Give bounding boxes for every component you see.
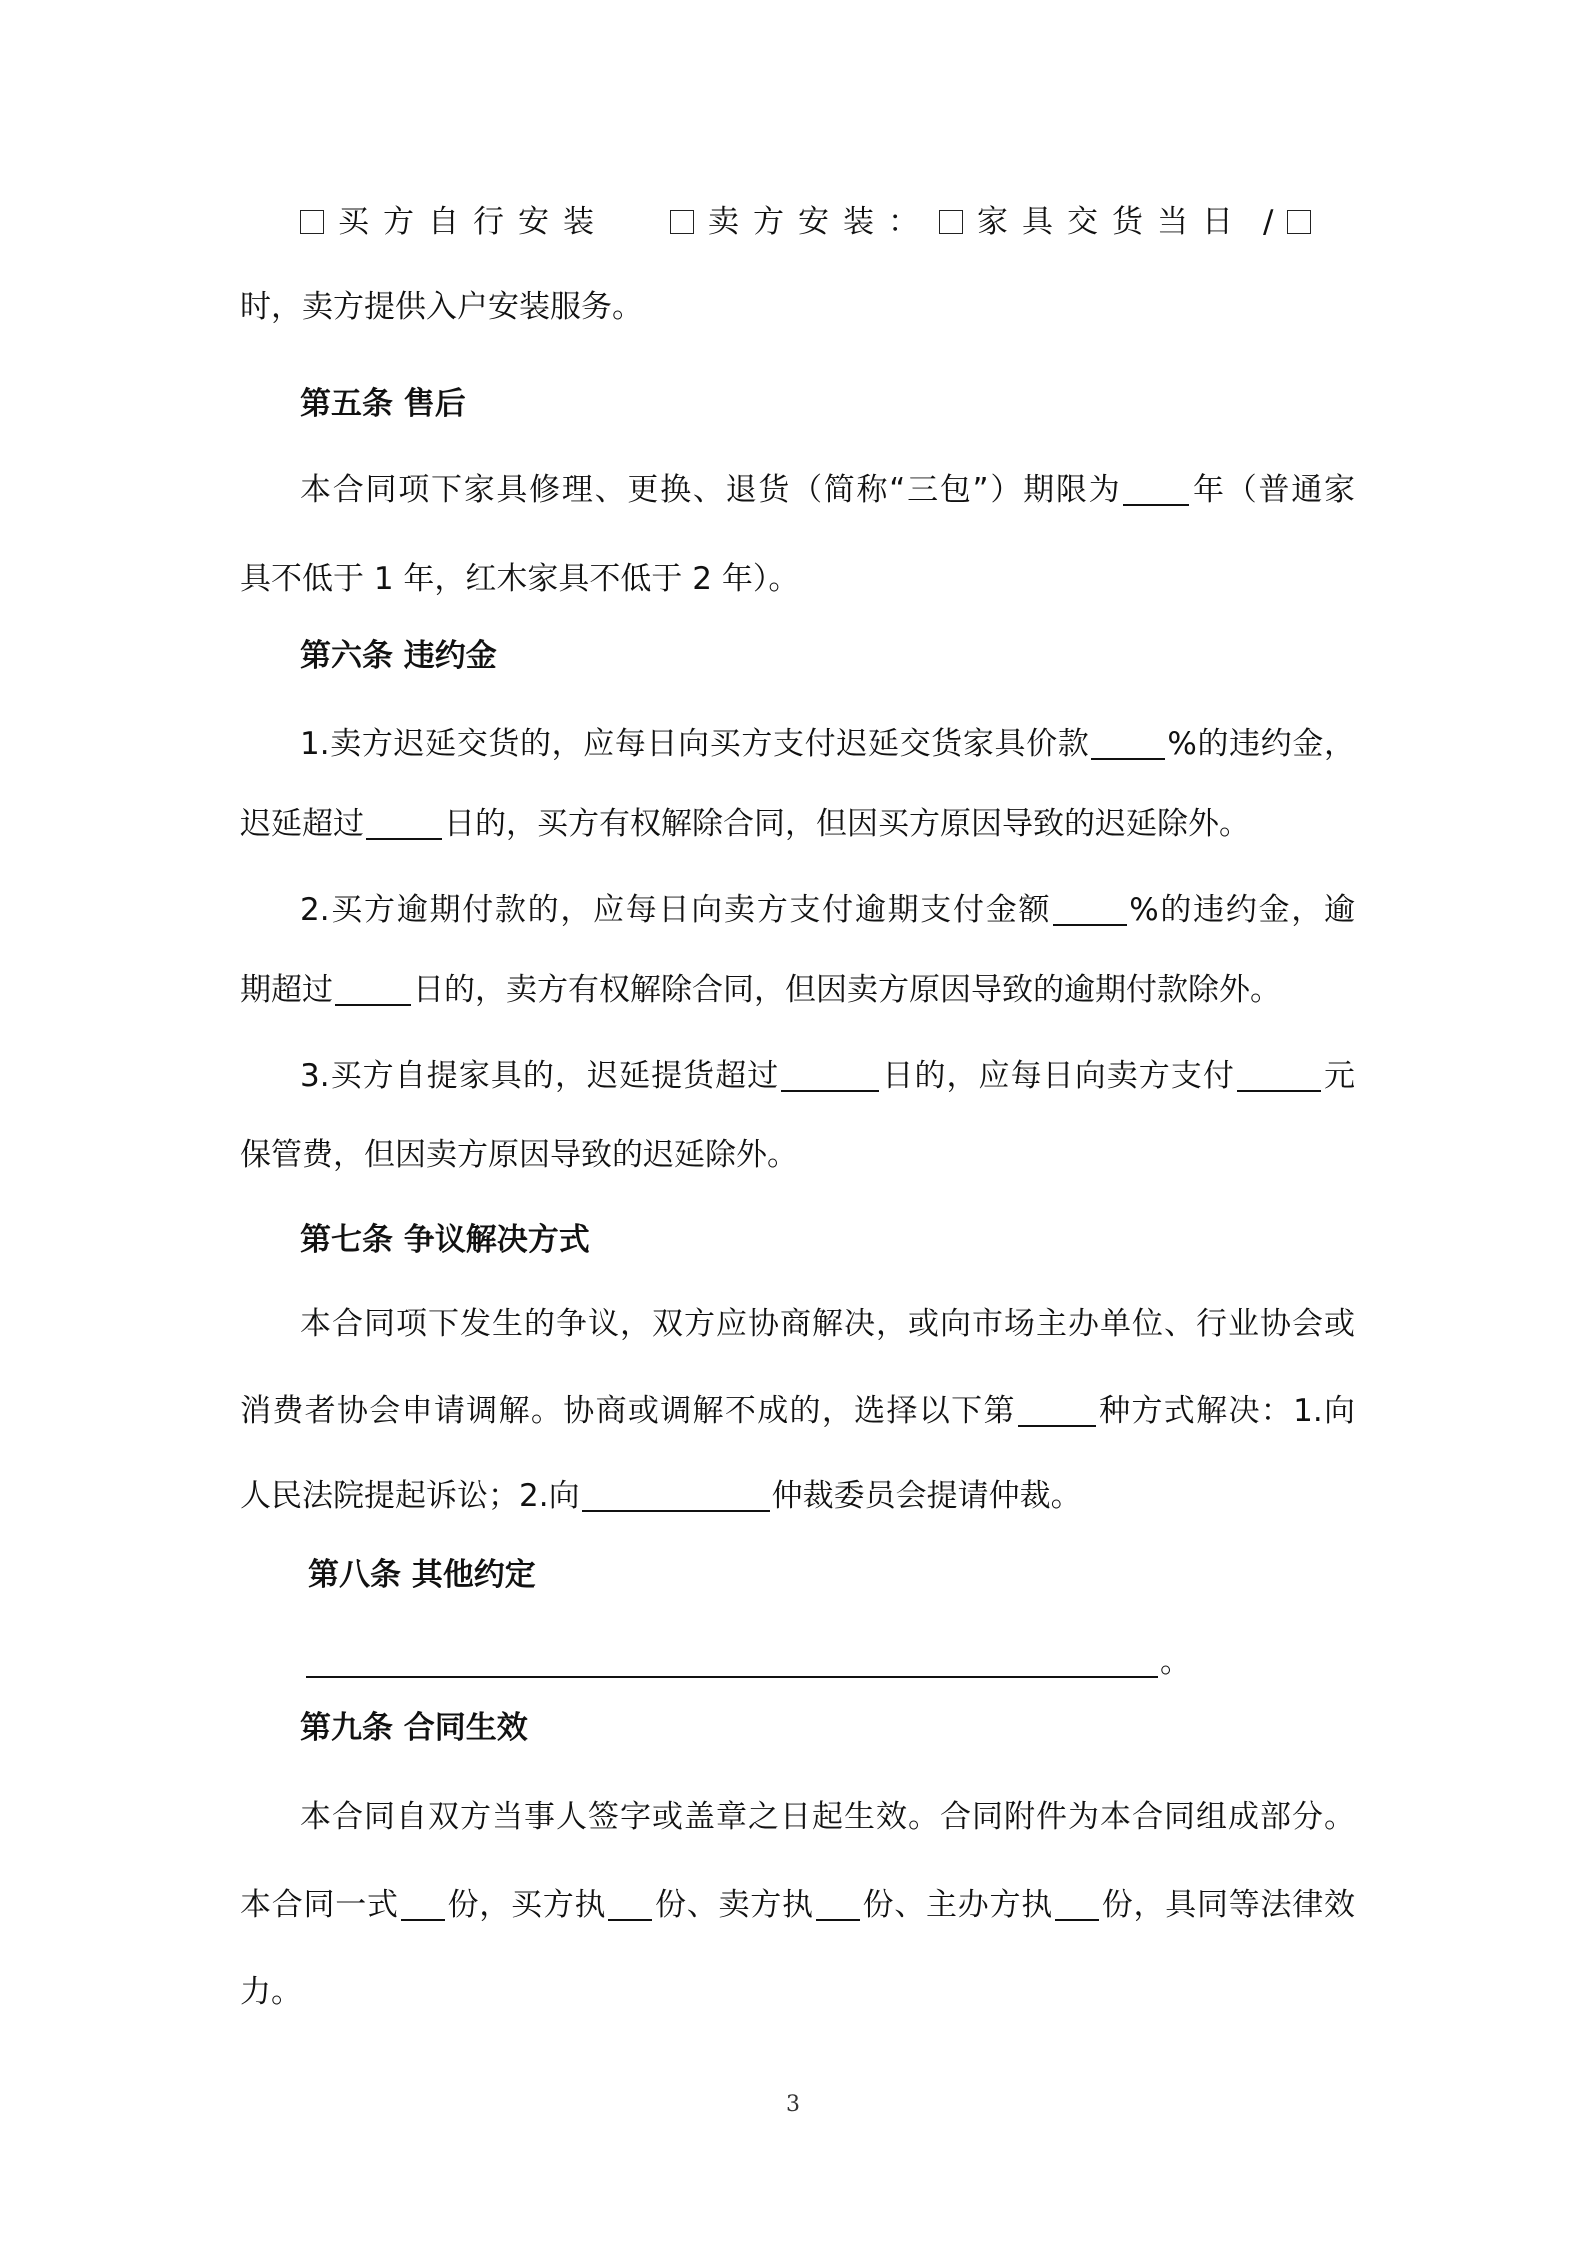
article-9-heading: 第九条 合同生效 xyxy=(300,1710,528,1746)
article-8-end: 。 xyxy=(1160,1644,1191,1680)
warranty-years-blank[interactable] xyxy=(1123,474,1189,506)
install-options-line xyxy=(300,200,1355,244)
article-7-line-3 xyxy=(240,1474,1355,1518)
delivery-day-label: 家具交货当日 xyxy=(977,204,1247,240)
item-2-text-c: 期超过 xyxy=(240,972,333,1008)
seller-install-checkbox[interactable] xyxy=(670,210,694,234)
article-9-line-3: 力。 xyxy=(240,1974,302,2010)
article-9-line-1: 本合同自双方当事人签字或盖章之日起生效。合同附件为本合同组成部分。 xyxy=(300,1799,1355,1835)
item-1-text-b: %的违约金， xyxy=(1167,726,1355,762)
article-6-item-1-line-2 xyxy=(240,802,1355,846)
article-7-text-d: 仲裁委员会提请仲裁。 xyxy=(771,1478,1082,1514)
self-install-label: 买方自行安装 xyxy=(338,204,608,240)
overdue-rate-blank[interactable] xyxy=(1053,894,1127,926)
other-time-checkbox[interactable] xyxy=(1287,210,1311,234)
article-9-text-d: 份、主办方执 xyxy=(861,1887,1053,1923)
article-6-heading: 第六条 违约金 xyxy=(300,638,497,674)
article-5-line-2: 具不低于 1 年，红木家具不低于 2 年）。 xyxy=(240,561,800,597)
article-5-text-b: 年（普通家 xyxy=(1191,472,1356,508)
item-3-text-b: 日的，应每日向卖方支付 xyxy=(881,1058,1235,1094)
article-6-item-3-line-2: 保管费，但因卖方原因导致的迟延除外。 xyxy=(240,1137,798,1173)
self-install-checkbox[interactable] xyxy=(300,210,324,234)
page-number: 3 xyxy=(786,2092,800,2117)
other-agreement-blank[interactable] xyxy=(306,1646,1158,1678)
article-6-item-2-line-2 xyxy=(240,968,1355,1012)
item-2-text-d: 日的，卖方有权解除合同，但因卖方原因导致的逾期付款除外。 xyxy=(413,972,1281,1008)
install-continuation: 时，卖方提供入户安装服务。 xyxy=(240,289,643,325)
delay-rate-blank[interactable] xyxy=(1091,728,1165,760)
article-5-line-1 xyxy=(300,468,1355,512)
delay-days-blank[interactable] xyxy=(366,808,442,840)
item-2-text-a: 2.买方逾期付款的，应每日向卖方支付逾期支付金额 xyxy=(300,892,1052,928)
article-7-heading: 第七条 争议解决方式 xyxy=(300,1222,590,1258)
article-5-text-a: 本合同项下家具修理、更换、退货（简称“三包”）期限为 xyxy=(300,472,1122,508)
article-5-heading: 第五条 售后 xyxy=(300,386,466,422)
item-2-text-b: %的违约金，逾 xyxy=(1129,892,1355,928)
seller-copies-blank[interactable] xyxy=(816,1889,860,1921)
article-7-line-2 xyxy=(240,1389,1355,1433)
pickup-days-blank[interactable] xyxy=(781,1060,879,1092)
article-6-item-3-line-1 xyxy=(300,1054,1355,1098)
article-6-item-2-line-1 xyxy=(300,888,1355,932)
item-1-text-a: 1.卖方迟延交货的，应每日向买方支付迟延交货家具价款 xyxy=(300,726,1090,762)
arbitration-committee-blank[interactable] xyxy=(582,1480,770,1512)
article-7-text-b: 种方式解决：1.向 xyxy=(1097,1393,1356,1429)
delivery-day-checkbox[interactable] xyxy=(939,210,963,234)
article-9-line-2 xyxy=(240,1883,1355,1927)
article-7-text-c: 人民法院提起诉讼；2.向 xyxy=(240,1478,580,1514)
dispute-method-blank[interactable] xyxy=(1018,1395,1096,1427)
copies-total-blank[interactable] xyxy=(401,1889,445,1921)
buyer-copies-blank[interactable] xyxy=(608,1889,652,1921)
seller-install-label: 卖方安装： xyxy=(708,204,933,240)
item-3-text-c: 元 xyxy=(1322,1058,1356,1094)
article-9-text-a: 本合同一式 xyxy=(240,1887,399,1923)
article-9-text-e: 份，具同等法律效 xyxy=(1101,1887,1355,1923)
article-6-item-1-line-1 xyxy=(300,722,1355,766)
organizer-copies-blank[interactable] xyxy=(1055,1889,1099,1921)
item-1-text-c: 迟延超过 xyxy=(240,806,364,842)
article-8-heading: 第八条 其他约定 xyxy=(308,1557,536,1593)
article-7-text-a: 消费者协会申请调解。协商或调解不成的，选择以下第 xyxy=(240,1393,1016,1429)
article-9-text-b: 份，买方执 xyxy=(446,1887,607,1923)
overdue-days-blank[interactable] xyxy=(335,974,411,1006)
item-3-text-a: 3.买方自提家具的，迟延提货超过 xyxy=(300,1058,780,1094)
article-7-line-1: 本合同项下发生的争议，双方应协商解决，或向市场主办单位、行业协会或 xyxy=(300,1306,1355,1342)
article-9-text-c: 份、卖方执 xyxy=(654,1887,814,1923)
slash-separator: / xyxy=(1263,204,1274,240)
storage-fee-blank[interactable] xyxy=(1237,1060,1321,1092)
article-8-line xyxy=(306,1640,1361,1684)
item-1-text-d: 日的，买方有权解除合同，但因买方原因导致的迟延除外。 xyxy=(444,806,1250,842)
